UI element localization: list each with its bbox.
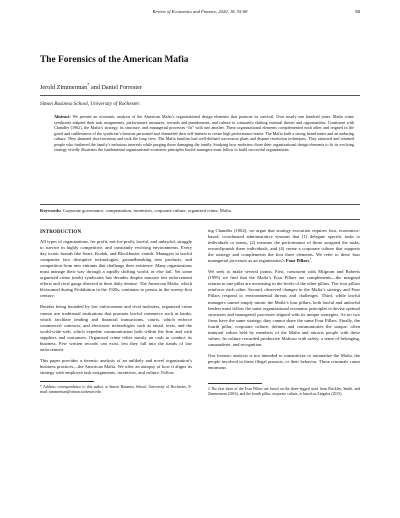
footnote-marker: 1 (309, 256, 311, 261)
author-marker: * (87, 81, 90, 87)
abstract (54, 114, 354, 153)
divider-top (40, 95, 360, 96)
keywords-text: Corporate governance, compensation, incentives, corporate culture, organized crime, Mafia. (61, 208, 232, 213)
abstract-text: We present an economic analysis of the American Mafia’s organizational design elements that promote its survival. Over nearly one hundred years, Mafia crime syndicates adapted their task assignments, performance measures, rewards and punishments, and culture to constantly shifting external threats and opportunities. Consistent with Chandler (1962), the Mafia’s strategy, its structure, and managerial processes “fit” with one another. These organizational elements complemented each other and reigned in the greed and ruthlessness of the syndicate’s henious personnel and channeled their self-interest to create high performance teams. The Mafia built a strong brand name and an enduring culture. They shunned short-termism and took the long view. The Mafia families had well-defined succession plans and dispute resolution techniques. They attracted and retained people who furthered the family’s nefarious interests while purging those damaging the family. Studying how mobsters chose their organizational design elements to fit its evolving strategy vividly illustrates the fundamental organizational economic principles lawful managers must follow to build successful organizations. (54, 114, 354, 152)
footnote-four-pillars: 1 The first three of the Four Pillars are based on the three-legged stool from Brickley, Smith, and Zimmerman (2016), and the fourth pillar, corporate culture, is based on Zingales (2015). (208, 387, 360, 396)
author-connector: and (89, 84, 102, 91)
journal-citation: Review of Economics and Finance, 2020, 18, 55-68 (152, 9, 248, 14)
paragraph-text: ing Chandler (1962), we argue that strategy execution requires four, economics-based, coordinated administrative systems that (1) delegate specific tasks to individuals or teams, (2) measure the performance of those assigned the tasks, reward/punish these individuals, and (4) create a corporate culture that supports the strategy and complements the first three elements. We refer to these four managerial processes as an organization’s (208, 228, 360, 264)
keywords (40, 208, 360, 214)
author-first: Jerold Zimmerman (40, 84, 88, 91)
section-heading-introduction: INTRODUCTION (40, 230, 82, 235)
footnote-correspondence: * Address correspondence to this author at Simon Business School, University of Rochester; E-mail: zimmerman@simon.rochester.edu (40, 384, 192, 394)
paragraph: Our forensic analysis is not intended to romanticize or rationalize the Mafia, the people involved in these illegal pursuits, or their behavior. These criminals cause enormous (208, 352, 360, 370)
paragraph: All types of organizations, for profit, not-for-profit, lawful, and unlawful, struggle to survive in highly competitive, and constantly evolving environments. Every day iconic brands like Sears, Kodak, and Blockbuster vanish. Managers in lawful companies face disruptive technologies, groundbreaking new products, and competition from new entrants that challenge their existence. Many organizations must manage their way through a rapidly shifting world, or else fail. Yet some organized crime (mob) syndicates last decades despite massive law enforcement efforts and rival gangs directed at their daily demise. The American Mafia, which blossomed during Prohibition in the 1920s, continues to persist in the twenty-first century. (40, 239, 192, 299)
footnote-divider (40, 381, 94, 382)
author-second: Daniel Forrester (101, 84, 142, 91)
affiliation: Simon Business School, University of Rochester. (40, 101, 141, 107)
paragraph: We seek to make several points. First, consistent with Milgrom and Roberts (1995) we find that the Mafia’s Four Pillars are complements—the marginal returns to one pillar are increasing in the levels of the other pillars. The four pillars reinforce each other. Second, observed changes in the Mafia’s strategy and Four Pillars respond to environmental threats and challenges. Third, while lawful managers cannot simply mimic the Mafia’s four pillars, both lawful and unlawful leaders must follow the same organizational economic principles to devise optimal structures and managerial processes aligned with its unique strategies. As no two firms have the same strategy, they cannot share the same Four Pillars. Finally, the fourth pillar, corporate culture, defines and communicates the unique, often immoral values held by members of the Mafia and attracts people with these values. Its culture rewarded productive Mafioso with safety, a sense of belonging, camaraderie, and recognition. (208, 269, 360, 347)
paragraph: Besides being hounded by law enforcement and rival mobsters, organized crime cannot use traditional institutions that promote lawful commerce such as banks, which facilitate lending and financial transactions, courts, which enforce commercial contracts, and electronic technologies such as email, texts, and the world-wide-web, which expedite communication both within the firm and with suppliers and customers. Organized crime relies mostly on cash to conduct its business. Few written records can exist, lest they fall into the hands of law enforcement. (40, 304, 192, 352)
divider-body (40, 219, 360, 220)
abstract-label: Abstract: (54, 114, 71, 119)
footnote-divider (208, 383, 262, 384)
running-header (40, 9, 360, 14)
paper-title: The Forensics of the American Mafia (40, 55, 189, 65)
paragraph (208, 228, 360, 264)
left-column (40, 230, 192, 395)
divider-keywords (40, 204, 360, 205)
paragraph-end: . (311, 258, 313, 264)
keywords-label: Keywords: (40, 208, 62, 213)
right-column (208, 228, 360, 397)
author-line (40, 81, 142, 91)
page-number: 55 (355, 9, 360, 14)
four-pillars-term: Four Pillars (285, 258, 310, 264)
paragraph: This paper provides a forensic analysis of an unlikely and novel organization’s business practices—the American Mafia. We offer an autopsy of how it aligns its strategy with employee task assignments, incentives, and culture. Follow (40, 357, 192, 375)
